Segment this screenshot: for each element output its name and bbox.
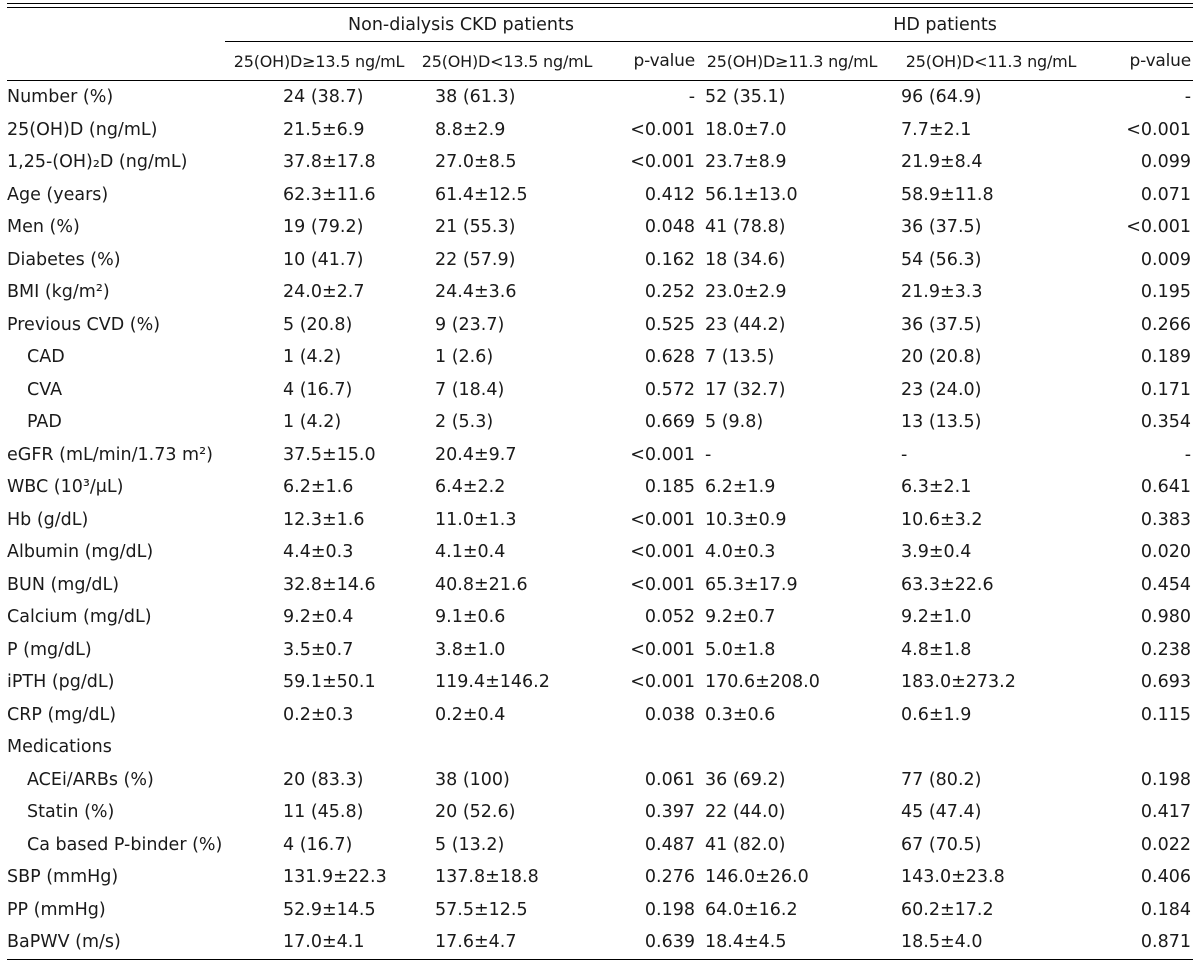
cell-hd-pvalue: 0.198: [1140, 769, 1192, 790]
cell-nd-high: 9.2±0.4: [283, 607, 354, 628]
cell-nd-low: [413, 731, 601, 764]
cell-hd-low: 9.2±1.0: [901, 607, 972, 628]
row-label: Age (years): [7, 184, 109, 205]
cell-nd-low: 8.8±2.9: [435, 119, 506, 140]
cell-nd-low: 2 (5.3): [435, 412, 494, 433]
row-label: Ca based P-binder (%): [27, 834, 223, 855]
cell-hd-low: 67 (70.5): [901, 834, 982, 855]
table-row: [7, 634, 1193, 667]
cell-nd-high: 0.2±0.3: [283, 704, 354, 725]
cell-hd-high: 7 (13.5): [705, 347, 775, 368]
cell-hd-low: 6.3±2.1: [901, 477, 972, 498]
cell-nd-pvalue: <0.001: [630, 542, 696, 563]
cell-nd-pvalue: 0.412: [644, 184, 696, 205]
cell-nd-pvalue: [601, 731, 697, 764]
cell-nd-high: 62.3±11.6: [283, 184, 376, 205]
col-header-nd-high: 25(OH)D≥13.5 ng/mL: [225, 42, 413, 81]
cell-hd-pvalue: 0.071: [1140, 184, 1192, 205]
characteristics-table: [7, 8, 1193, 960]
cell-nd-high: 131.9±22.3: [283, 867, 387, 888]
cell-hd-pvalue: 0.383: [1140, 509, 1192, 530]
cell-nd-high: 37.8±17.8: [283, 152, 376, 173]
table-row: [7, 829, 1193, 862]
cell-nd-high: 24 (38.7): [283, 87, 364, 108]
cell-nd-low: 24.4±3.6: [435, 282, 517, 303]
cell-hd-low: 36 (37.5): [901, 217, 982, 238]
cell-hd-low: -: [901, 444, 908, 465]
cell-hd-pvalue: 0.009: [1140, 249, 1192, 270]
table-row: [7, 179, 1193, 212]
table-row: [7, 309, 1193, 342]
row-label: 25(OH)D (ng/mL): [7, 119, 158, 140]
cell-nd-pvalue: 0.276: [644, 867, 696, 888]
cell-nd-low: 21 (55.3): [435, 217, 516, 238]
cell-nd-low: 7 (18.4): [435, 379, 505, 400]
cell-hd-low: 21.9±3.3: [901, 282, 983, 303]
cell-nd-pvalue: 0.038: [644, 704, 696, 725]
cell-hd-pvalue: <0.001: [1126, 119, 1192, 140]
cell-hd-high: 18.0±7.0: [705, 119, 787, 140]
row-label: BUN (mg/dL): [7, 574, 120, 595]
table-row: [7, 569, 1193, 602]
cell-nd-high: 20 (83.3): [283, 769, 364, 790]
col-header-hd-low: 25(OH)D<11.3 ng/mL: [887, 42, 1095, 81]
cell-hd-low: 60.2±17.2: [901, 899, 994, 920]
cell-nd-low: 27.0±8.5: [435, 152, 517, 173]
cell-hd-pvalue: 0.099: [1140, 152, 1192, 173]
cell-hd-high: 65.3±17.9: [705, 574, 798, 595]
cell-hd-high: 5 (9.8): [705, 412, 764, 433]
cell-nd-high: 17.0±4.1: [225, 926, 413, 959]
cell-hd-pvalue: 0.184: [1140, 899, 1192, 920]
cell-nd-pvalue: <0.001: [630, 672, 696, 693]
cell-nd-pvalue: 0.185: [644, 477, 696, 498]
cell-hd-low: 36 (37.5): [901, 314, 982, 335]
row-label: CRP (mg/dL): [7, 704, 117, 725]
cell-hd-pvalue: -: [1184, 444, 1192, 465]
table-row: [7, 439, 1193, 472]
table-row: [7, 81, 1193, 114]
cell-hd-low: 183.0±273.2: [901, 672, 1016, 693]
table-row: [7, 894, 1193, 927]
data-table-container: [7, 0, 1193, 960]
cell-nd-low: 61.4±12.5: [435, 184, 528, 205]
cell-hd-low: 54 (56.3): [901, 249, 982, 270]
cell-hd-high: 23.0±2.9: [705, 282, 787, 303]
cell-nd-low: 9.1±0.6: [435, 607, 506, 628]
cell-hd-high: 52 (35.1): [705, 87, 786, 108]
cell-hd-pvalue: 0.189: [1140, 347, 1192, 368]
cell-hd-high: 5.0±1.8: [705, 639, 776, 660]
cell-nd-pvalue: 0.525: [644, 314, 696, 335]
table-row: [7, 471, 1193, 504]
cell-nd-pvalue: 0.397: [644, 802, 696, 823]
table-row: [7, 699, 1193, 732]
cell-nd-high: 5 (20.8): [283, 314, 353, 335]
cell-nd-pvalue: 0.628: [644, 347, 696, 368]
cell-nd-low: 38 (61.3): [435, 87, 516, 108]
cell-nd-pvalue: 0.487: [644, 834, 696, 855]
cell-hd-low: 10.6±3.2: [901, 509, 983, 530]
table-row: [7, 796, 1193, 829]
cell-nd-low: 3.8±1.0: [435, 639, 506, 660]
table-row: [7, 504, 1193, 537]
cell-hd-high: 56.1±13.0: [705, 184, 798, 205]
cell-hd-pvalue: 0.266: [1140, 314, 1192, 335]
cell-nd-low: 20 (52.6): [435, 802, 516, 823]
column-header-row: [7, 42, 1193, 81]
cell-hd-pvalue: 0.195: [1140, 282, 1192, 303]
cell-hd-high: 36 (69.2): [705, 769, 786, 790]
cell-hd-pvalue: 0.115: [1140, 704, 1192, 725]
cell-hd-high: [697, 731, 887, 764]
row-label: Hb (g/dL): [7, 509, 89, 530]
cell-hd-pvalue: 0.693: [1140, 672, 1192, 693]
cell-hd-low: 4.8±1.8: [901, 639, 972, 660]
cell-hd-pvalue: 0.238: [1140, 639, 1192, 660]
cell-nd-high: [225, 731, 413, 764]
cell-nd-high: 21.5±6.9: [283, 119, 365, 140]
cell-nd-high: 1 (4.2): [283, 347, 342, 368]
row-label: Statin (%): [27, 802, 115, 823]
cell-hd-low: 63.3±22.6: [901, 574, 994, 595]
group-header-non-dialysis: Non-dialysis CKD patients: [225, 8, 697, 42]
cell-nd-high: 52.9±14.5: [283, 899, 376, 920]
cell-nd-pvalue: <0.001: [630, 152, 696, 173]
cell-hd-low: 7.7±2.1: [901, 119, 972, 140]
cell-hd-high: 23 (44.2): [705, 314, 786, 335]
cell-hd-low: 0.6±1.9: [901, 704, 972, 725]
cell-nd-low: 4.1±0.4: [435, 542, 506, 563]
cell-nd-pvalue: 0.061: [644, 769, 696, 790]
cell-hd-low: 77 (80.2): [901, 769, 982, 790]
cell-hd-pvalue: 0.171: [1140, 379, 1192, 400]
cell-hd-pvalue: 0.641: [1140, 477, 1192, 498]
table-row: [7, 536, 1193, 569]
cell-hd-pvalue: <0.001: [1126, 217, 1192, 238]
cell-nd-low: 57.5±12.5: [435, 899, 528, 920]
cell-hd-high: 18.4±4.5: [697, 926, 887, 959]
cell-nd-high: 19 (79.2): [283, 217, 364, 238]
row-label: BaPWV (m/s): [7, 926, 225, 959]
row-label: BMI (kg/m²): [7, 282, 110, 303]
cell-nd-pvalue: 0.052: [644, 607, 696, 628]
table-row: [7, 731, 1193, 764]
table-body: [7, 81, 1193, 960]
table-row: [7, 406, 1193, 439]
group-header-hd: HD patients: [697, 8, 1193, 42]
cell-nd-pvalue: <0.001: [630, 444, 696, 465]
table-row: [7, 601, 1193, 634]
cell-hd-high: 170.6±208.0: [705, 672, 820, 693]
cell-hd-high: 4.0±0.3: [705, 542, 776, 563]
row-label: Number (%): [7, 87, 114, 108]
cell-hd-high: 41 (78.8): [705, 217, 786, 238]
cell-hd-high: 6.2±1.9: [705, 477, 776, 498]
row-label: Previous CVD (%): [7, 314, 161, 335]
cell-nd-pvalue: <0.001: [630, 119, 696, 140]
cell-nd-high: 12.3±1.6: [283, 509, 365, 530]
table-row: [7, 276, 1193, 309]
cell-nd-pvalue: 0.669: [644, 412, 696, 433]
cell-nd-low: 20.4±9.7: [435, 444, 517, 465]
cell-hd-low: 3.9±0.4: [901, 542, 972, 563]
cell-hd-pvalue: [1095, 731, 1193, 764]
cell-hd-high: 23.7±8.9: [705, 152, 787, 173]
cell-hd-low: 13 (13.5): [901, 412, 982, 433]
cell-hd-pvalue: 0.454: [1140, 574, 1192, 595]
col-header-nd-pvalue: p-value: [601, 42, 697, 81]
cell-hd-high: 18 (34.6): [705, 249, 786, 270]
cell-hd-pvalue: 0.980: [1140, 607, 1192, 628]
row-label: PP (mmHg): [7, 899, 106, 920]
row-label: Medications: [7, 737, 112, 758]
cell-nd-pvalue: 0.162: [644, 249, 696, 270]
table-row: [7, 146, 1193, 179]
cell-hd-low: [887, 731, 1095, 764]
row-label: CAD: [27, 347, 65, 368]
cell-hd-pvalue: 0.022: [1140, 834, 1192, 855]
cell-nd-pvalue: -: [688, 87, 696, 108]
cell-hd-pvalue: 0.020: [1140, 542, 1192, 563]
row-label: WBC (10³/μL): [7, 477, 124, 498]
cell-hd-low: 143.0±23.8: [901, 867, 1005, 888]
cell-hd-low: 21.9±8.4: [901, 152, 983, 173]
cell-nd-low: 1 (2.6): [435, 347, 494, 368]
cell-nd-low: 119.4±146.2: [435, 672, 550, 693]
table-row: [7, 374, 1193, 407]
cell-hd-high: -: [705, 444, 712, 465]
table-row: [7, 114, 1193, 147]
row-label: Albumin (mg/dL): [7, 542, 154, 563]
row-label: SBP (mmHg): [7, 867, 119, 888]
cell-hd-low: 58.9±11.8: [901, 184, 994, 205]
cell-hd-pvalue: 0.406: [1140, 867, 1192, 888]
row-label: CVA: [27, 379, 63, 400]
table-row: [7, 666, 1193, 699]
cell-nd-high: 4 (16.7): [283, 379, 353, 400]
cell-hd-high: 22 (44.0): [705, 802, 786, 823]
cell-nd-high: 3.5±0.7: [283, 639, 354, 660]
cell-nd-pvalue: <0.001: [630, 639, 696, 660]
cell-hd-low: 96 (64.9): [901, 87, 982, 108]
group-header-row: [7, 8, 1193, 42]
table-row: [7, 244, 1193, 277]
cell-nd-high: 1 (4.2): [283, 412, 342, 433]
cell-nd-low: 137.8±18.8: [435, 867, 539, 888]
cell-hd-pvalue: 0.417: [1140, 802, 1192, 823]
cell-nd-high: 24.0±2.7: [283, 282, 365, 303]
cell-nd-high: 59.1±50.1: [283, 672, 376, 693]
cell-hd-high: 17 (32.7): [705, 379, 786, 400]
cell-nd-low: 22 (57.9): [435, 249, 516, 270]
cell-hd-high: 146.0±26.0: [705, 867, 809, 888]
cell-nd-high: 10 (41.7): [283, 249, 364, 270]
cell-nd-high: 4 (16.7): [283, 834, 353, 855]
table-row: [7, 764, 1193, 797]
row-label: 1,25-(OH)₂D (ng/mL): [7, 152, 188, 173]
cell-nd-pvalue: 0.572: [644, 379, 696, 400]
cell-hd-high: 0.3±0.6: [705, 704, 776, 725]
cell-nd-high: 6.2±1.6: [283, 477, 354, 498]
cell-nd-pvalue: <0.001: [630, 509, 696, 530]
table-row: [7, 926, 1193, 959]
cell-hd-pvalue: 0.354: [1140, 412, 1192, 433]
cell-nd-pvalue: 0.252: [644, 282, 696, 303]
cell-nd-low: 11.0±1.3: [435, 509, 517, 530]
row-label: ACEi/ARBs (%): [27, 769, 154, 790]
header-blank-2: [7, 42, 225, 81]
cell-hd-high: 64.0±16.2: [705, 899, 798, 920]
cell-hd-pvalue: -: [1184, 87, 1192, 108]
table-row: [7, 341, 1193, 374]
cell-nd-pvalue: 0.639: [601, 926, 697, 959]
cell-nd-high: 37.5±15.0: [283, 444, 376, 465]
cell-nd-high: 32.8±14.6: [283, 574, 376, 595]
col-header-hd-pvalue: p-value: [1095, 42, 1193, 81]
cell-nd-pvalue: 0.048: [644, 217, 696, 238]
cell-nd-low: 0.2±0.4: [435, 704, 506, 725]
table-row: [7, 861, 1193, 894]
cell-nd-low: 40.8±21.6: [435, 574, 528, 595]
header-blank: [7, 8, 225, 42]
cell-nd-high: 11 (45.8): [283, 802, 364, 823]
row-label: Men (%): [7, 217, 80, 238]
cell-hd-low: 18.5±4.0: [887, 926, 1095, 959]
table-row: [7, 211, 1193, 244]
row-label: PAD: [27, 412, 62, 433]
cell-nd-low: 17.6±4.7: [413, 926, 601, 959]
cell-hd-high: 10.3±0.9: [705, 509, 787, 530]
cell-hd-low: 45 (47.4): [901, 802, 982, 823]
row-label: iPTH (pg/dL): [7, 672, 115, 693]
cell-nd-low: 5 (13.2): [435, 834, 505, 855]
cell-nd-pvalue: <0.001: [630, 574, 696, 595]
row-label: Calcium (mg/dL): [7, 607, 152, 628]
cell-nd-low: 6.4±2.2: [435, 477, 506, 498]
col-header-hd-high: 25(OH)D≥11.3 ng/mL: [697, 42, 887, 81]
row-label: P (mg/dL): [7, 639, 92, 660]
cell-hd-low: 20 (20.8): [901, 347, 982, 368]
cell-nd-high: 4.4±0.3: [283, 542, 354, 563]
col-header-nd-low: 25(OH)D<13.5 ng/mL: [413, 42, 601, 81]
cell-hd-high: 41 (82.0): [705, 834, 786, 855]
cell-nd-low: 9 (23.7): [435, 314, 505, 335]
cell-hd-high: 9.2±0.7: [705, 607, 776, 628]
cell-hd-low: 23 (24.0): [901, 379, 982, 400]
cell-hd-pvalue: 0.871: [1095, 926, 1193, 959]
cell-nd-low: 38 (100): [435, 769, 510, 790]
cell-nd-pvalue: 0.198: [644, 899, 696, 920]
row-label: eGFR (mL/min/1.73 m²): [7, 444, 213, 465]
row-label: Diabetes (%): [7, 249, 121, 270]
